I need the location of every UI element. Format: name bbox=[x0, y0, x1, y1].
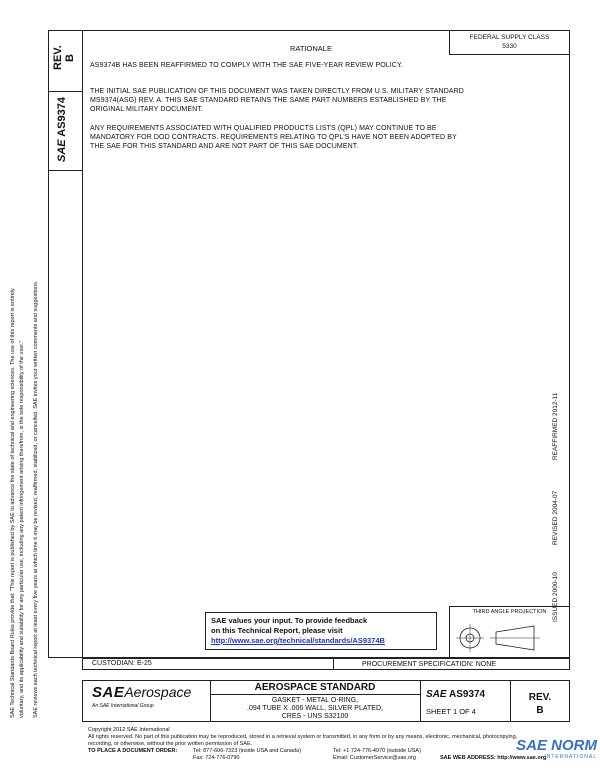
desc-line3: CRES - UNS S32100 bbox=[281, 713, 349, 720]
issued-date: ISSUED 2000-10 bbox=[552, 572, 559, 622]
fsc-code: 5330 bbox=[502, 43, 517, 50]
projection-symbol bbox=[452, 620, 567, 656]
left-docnum-divider bbox=[48, 170, 83, 171]
standard-title: AEROSPACE STANDARD bbox=[254, 682, 376, 693]
desc-line1: GASKET - METAL O-RING, bbox=[271, 697, 359, 704]
footer-rights-2: recording, or otherwise, without the prior written permission of SAE. bbox=[88, 741, 253, 747]
feedback-link[interactable]: http://www.sae.org/technical/standards/AS9374B bbox=[211, 636, 385, 645]
title-doc-number bbox=[426, 689, 485, 700]
watermark-sub: INTERNATIONAL bbox=[544, 754, 597, 760]
rationale-p3-l3: THE SAE FOR THIS STANDARD AND ARE NOT PART OF THIS SAE DOCUMENT. bbox=[90, 143, 359, 150]
rationale-p2-l2: MS9374(ASG) REV. A. THIS SAE STANDARD RETAINS THE SAME PART NUMBERS ESTABLISHED BY THE bbox=[90, 97, 447, 104]
doc-number: AS9374 bbox=[56, 96, 68, 137]
left-rev-value: B bbox=[64, 54, 76, 62]
footer-web[interactable]: SAE WEB ADDRESS: http://www.sae.org bbox=[440, 755, 547, 761]
rationale-p2-l3: ORIGINAL MILITARY DOCUMENT. bbox=[90, 106, 203, 113]
left-doc-number bbox=[56, 97, 68, 162]
left-column-divider bbox=[82, 30, 83, 658]
logo-sae: SAE bbox=[92, 684, 125, 701]
revised-date: REVISED 2004-07 bbox=[552, 490, 559, 545]
feedback-line2: on this Technical Report, please visit bbox=[211, 626, 343, 635]
sae-norm-watermark bbox=[505, 738, 597, 760]
title-sae-mark: SAE bbox=[426, 689, 447, 700]
side-disclaimer-3: SAE reviews each technical report at least every five years at which time it may be revised, reaffirmed, stabilized, or cancelled. SAE invites your written comments and suggestions. bbox=[33, 280, 39, 718]
sheet-number: SHEET 1 OF 4 bbox=[426, 707, 476, 716]
title-div-2 bbox=[420, 680, 421, 722]
custodian-text: CUSTODIAN: E-25 bbox=[92, 660, 152, 667]
title-doc-id: AS9374 bbox=[448, 689, 486, 700]
logo-aerospace: Aerospace bbox=[124, 684, 192, 700]
logo-subtitle: An SAE International Group bbox=[92, 703, 154, 709]
rationale-p3-l2: MANDATORY FOR DOD CONTRACTS. REQUIREMENTS RELATING TO QPL'S HAVE NOT BEEN ADOPTED BY bbox=[90, 134, 457, 141]
desc-line2: .094 TUBE X .006 WALL, SILVER PLATED, bbox=[247, 705, 383, 712]
section-title: RATIONALE bbox=[290, 44, 332, 53]
title-rev-value: B bbox=[536, 705, 544, 716]
fsc-label: FEDERAL SUPPLY CLASS bbox=[469, 34, 550, 41]
side-disclaimer-1: SAE Technical Standards Board Rules provide that: "This report is published by SAE to advance the state of technical and engineering sciences. The use of this report is entirely bbox=[10, 288, 16, 718]
rationale-p1: AS9374B HAS BEEN REAFFIRMED TO COMPLY WITH THE SAE FIVE-YEAR REVIEW POLICY. bbox=[90, 62, 403, 69]
rationale-p2-l1: THE INITIAL SAE PUBLICATION OF THIS DOCUMENT WAS TAKEN DIRECTLY FROM U.S. MILITARY STANDARD bbox=[90, 88, 464, 95]
left-rev-label: REV. bbox=[52, 45, 64, 70]
footer-tel1: Tel: 877-606-7323 (inside USA and Canada) bbox=[193, 748, 301, 754]
projection-label: THIRD ANGLE PROJECTION bbox=[472, 609, 547, 615]
custodian-row bbox=[82, 658, 570, 670]
feedback-line1: SAE values your input. To provide feedback bbox=[211, 616, 368, 625]
footer-fax: Fax: 724-776-0790 bbox=[193, 755, 240, 761]
side-disclaimer-2: voluntary, and its applicability and suitability for any particular use, including any patent infringement arising therefrom, is the sole responsibility of the user." bbox=[19, 340, 25, 718]
title-underline bbox=[210, 694, 420, 695]
procurement-text: PROCUREMENT SPECIFICATION: NONE bbox=[362, 661, 496, 668]
watermark-main: SAE NORM bbox=[516, 737, 597, 754]
title-rev-label: REV. bbox=[528, 692, 552, 703]
reaffirmed-date: REAFFIRMED 2012-11 bbox=[552, 392, 559, 460]
rationale-p3-l1: ANY REQUIREMENTS ASSOCIATED WITH QUALIFIED PRODUCTS LISTS (QPL) MAY CONTINUE TO BE bbox=[90, 125, 437, 132]
sae-mark: SAE bbox=[56, 139, 68, 162]
sae-aerospace-logo bbox=[92, 684, 208, 709]
left-rev-divider bbox=[48, 91, 83, 92]
footer-tel2: Tel: +1 724-776-4970 (outside USA) bbox=[333, 748, 421, 754]
footer-order-label: TO PLACE A DOCUMENT ORDER: bbox=[88, 748, 178, 754]
footer-rights-1: All rights reserved. No part of this publication may be reproduced, stored in a retrieval system or transmitted, in any form or by any means, electronic, mechanical, photocopying, bbox=[88, 734, 518, 740]
footer-copyright: Copyright 2012 SAE International bbox=[88, 727, 170, 733]
custodian-divider bbox=[333, 658, 334, 670]
footer-email: Email: CustomerService@sae.org bbox=[333, 755, 416, 761]
